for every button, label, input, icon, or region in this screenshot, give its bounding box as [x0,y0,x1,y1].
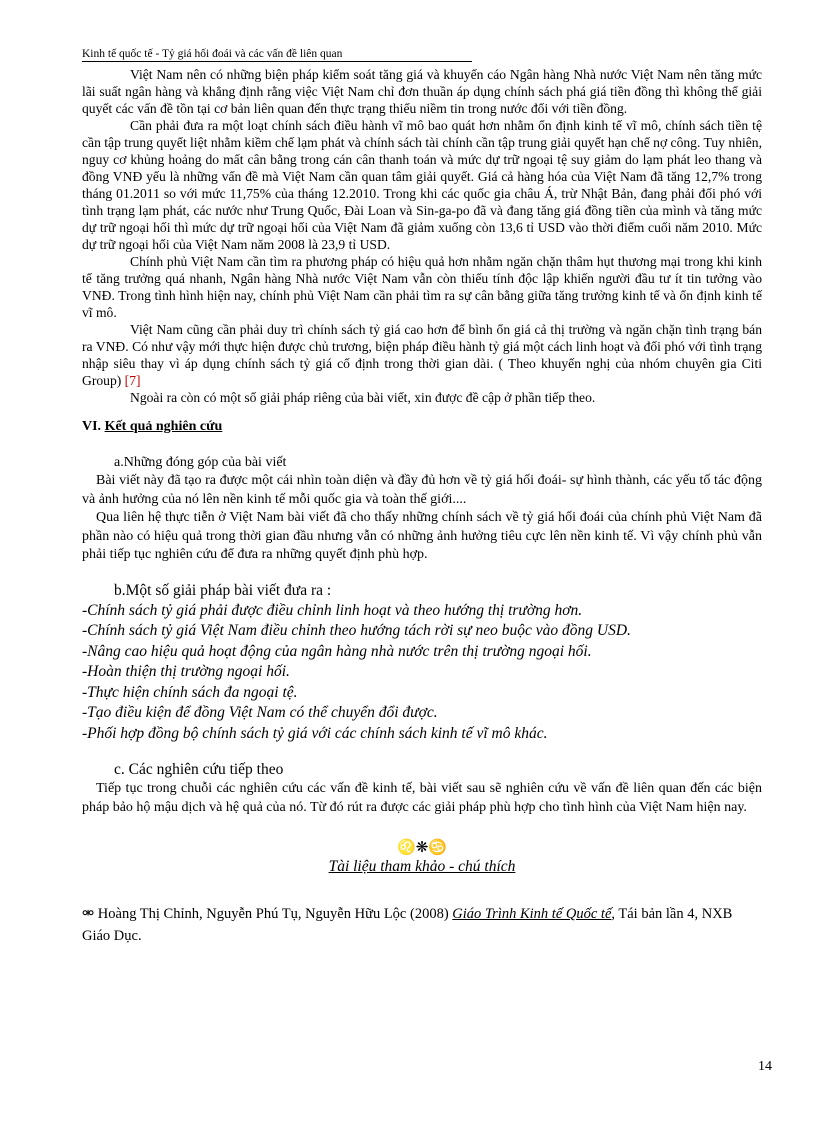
list-item: -Nâng cao hiệu quả hoạt động của ngân hàng nhà nước trên thị trường ngoại hối. [82,642,592,660]
section-title: Kết quả nghiên cứu [104,419,223,434]
paragraph: Qua liên hệ thực tiễn ở Việt Nam bài viết đã cho thấy những chính sách về tỷ giá hối đoái của chính phủ Việt Nam đã phần nào có hiệu quả trong thời gian đầu nhưng vẫn có những ảnh hưởng tiêu cực lên nền kinh tế. Vì vậy chính phủ vẫn phải tiếp tục nghiên cứu để đưa ra những quyết định phù hợp. [82,510,762,562]
list-item: -Hoàn thiện thị trường ngoại hối. [82,663,290,680]
paragraph: Ngoài ra còn có một số giải pháp riêng của bài viết, xin được đề cập ở phần tiếp theo. [130,390,596,405]
subsection-a-title: a.Những đóng góp của bài viết [114,455,287,470]
reference-bullet-icon: ⚮ [82,906,95,922]
paragraph-text: Việt Nam cũng cần phải duy trì chính sách tỷ giá cao hơn để bình ổn giá cả thị trường và ngăn chặn tình trạng bán ra VNĐ. Có như vậy mới thực hiện được chủ trương, biện pháp điều hành tỷ giá một cách linh hoạt và đối phó với tình trạng nhập siêu thay vì áp dụng chính sách tỷ giá cố định trong thời gian dài. ( Theo khuyến nghị của nhóm chuyên gia Citi Group) [82,322,762,388]
solutions-list [82,601,762,745]
paragraph: Tiếp tục trong chuỗi các nghiên cứu các vấn đề kinh tế, bài viết sau sẽ nghiên cứu về vấn đề liên quan đến các biện pháp bảo hộ mậu dịch và hệ quả của nó. Từ đó rút ra được các giải pháp phù hợp cho tình hình của Việt Nam hiện nay. [82,781,762,815]
reference-authors: Hoàng Thị Chỉnh, Nguyễn Phú Tụ, Nguyễn Hữu Lộc (2008) [97,906,449,922]
page-number: 14 [758,1059,772,1074]
references-title: Tài liệu tham khảo - chú thích [328,858,516,875]
paragraph-with-citation [82,321,762,389]
page-header: Kinh tế quốc tế - Tỷ giá hối đoái và các vấn đề liên quan [82,48,472,62]
list-item: -Phối hợp đồng bộ chính sách tỷ giá với các chính sách kinh tế vĩ mô khác. [82,724,548,742]
reference-details: , Tái bản lần 4, NXB Giáo Dục. [82,906,733,944]
reference-item [82,903,762,947]
paragraph: Việt Nam nên có những biện pháp kiểm soát tăng giá và khuyến cáo Ngân hàng Nhà nước Việt Nam nên tăng mức lãi suất ngân hàng và khẳng định rằng việc Việt Nam chỉ đơn thuần áp dụng chính sách phá giá tiền đồng thì không thể giải quyết các vấn đề tồn tại cơ bản liên quan đến thực trạng thiếu niềm tin trong nước đối với tiền đồng. [82,67,762,116]
citation-link[interactable]: [7] [124,373,141,388]
page-body [82,66,762,947]
paragraph: Cần phải đưa ra một loạt chính sách điều hành vĩ mô bao quát hơn nhằm ổn định kinh tế vĩ mô, chính sách tiền tệ cần tập trung quyết liệt nhằm kiềm chế lạm phát và chính sách tài chính cần tập trung giải quyết hạn chế nợ công. Tuy nhiên, nguy cơ khủng hoảng do mất cân bằng trong cán cân thanh toán và mức dự trữ ngoại tệ suy giảm do lạm phát leo thang và đồng VNĐ yếu là những vấn đề mà Việt Nam cần quan tâm giải quyết. Giá cả hàng hóa của Việt Nam đã tăng 12,7% trong tháng 01.2011 so với mức 11,75% của tháng 12.2010. Trong khi các quốc gia châu Á, trừ Nhật Bản, đang phải đối phó với tình trạng lạm phát, các nước như Trung Quốc, Đài Loan và Sin-ga-po đã và đang tăng giá đồng tiền của mình và tăng mức dự trữ ngoại hối thì mức dự trữ ngoại hối của Việt Nam đã giảm xuống còn 13,6 tỉ USD vào thời điểm cuối năm 2010. Mức dự trữ ngoại hối của Việt Nam năm 2008 là 23,9 tỉ USD. [82,118,762,252]
list-item: -Chính sách tỷ giá Việt Nam điều chỉnh theo hướng tách rời sự neo buộc vào đồng USD. [82,622,631,639]
subsection-b-title: b.Một số giải pháp bài viết đưa ra : [114,581,332,599]
ornament-divider: ♌❋♋ [397,840,447,856]
reference-book-title: Giáo Trình Kinh tế Quốc tế [452,906,612,922]
list-item: -Tạo điều kiện để đồng Việt Nam có thể chuyển đổi được. [82,704,438,721]
paragraph: Bài viết này đã tạo ra được một cái nhìn toàn diện và đầy đủ hơn về tỷ giá hối đoái- sự hình thành, các yếu tố tác động và ảnh hưởng của nó lên nền kinh tế mỗi quốc gia và toàn thế giới.... [82,473,762,507]
section-number: VI. [82,419,102,434]
list-item: -Thực hiện chính sách đa ngoại tệ. [82,683,298,701]
section-heading [82,418,762,436]
subsection-c-title: c. Các nghiên cứu tiếp theo [114,761,284,778]
paragraph: Chính phủ Việt Nam cần tìm ra phương pháp có hiệu quả hơn nhằm ngăn chặn thâm hụt thương mại trong khi kinh tế tăng trưởng quá nhanh, Ngân hàng Nhà nước Việt Nam vẫn còn thiếu tính độc lập khiến người đầu tư ít tin tưởng vào VNĐ. Trong tình hình hiện nay, chính phủ Việt Nam cần phải tìm ra sự cân bằng giữa tăng trưởng kinh tế và ổn định kinh tế vĩ mô. [82,254,762,320]
list-item: -Chính sách tỷ giá phải được điều chỉnh linh hoạt và theo hướng thị trường hơn. [82,601,583,619]
